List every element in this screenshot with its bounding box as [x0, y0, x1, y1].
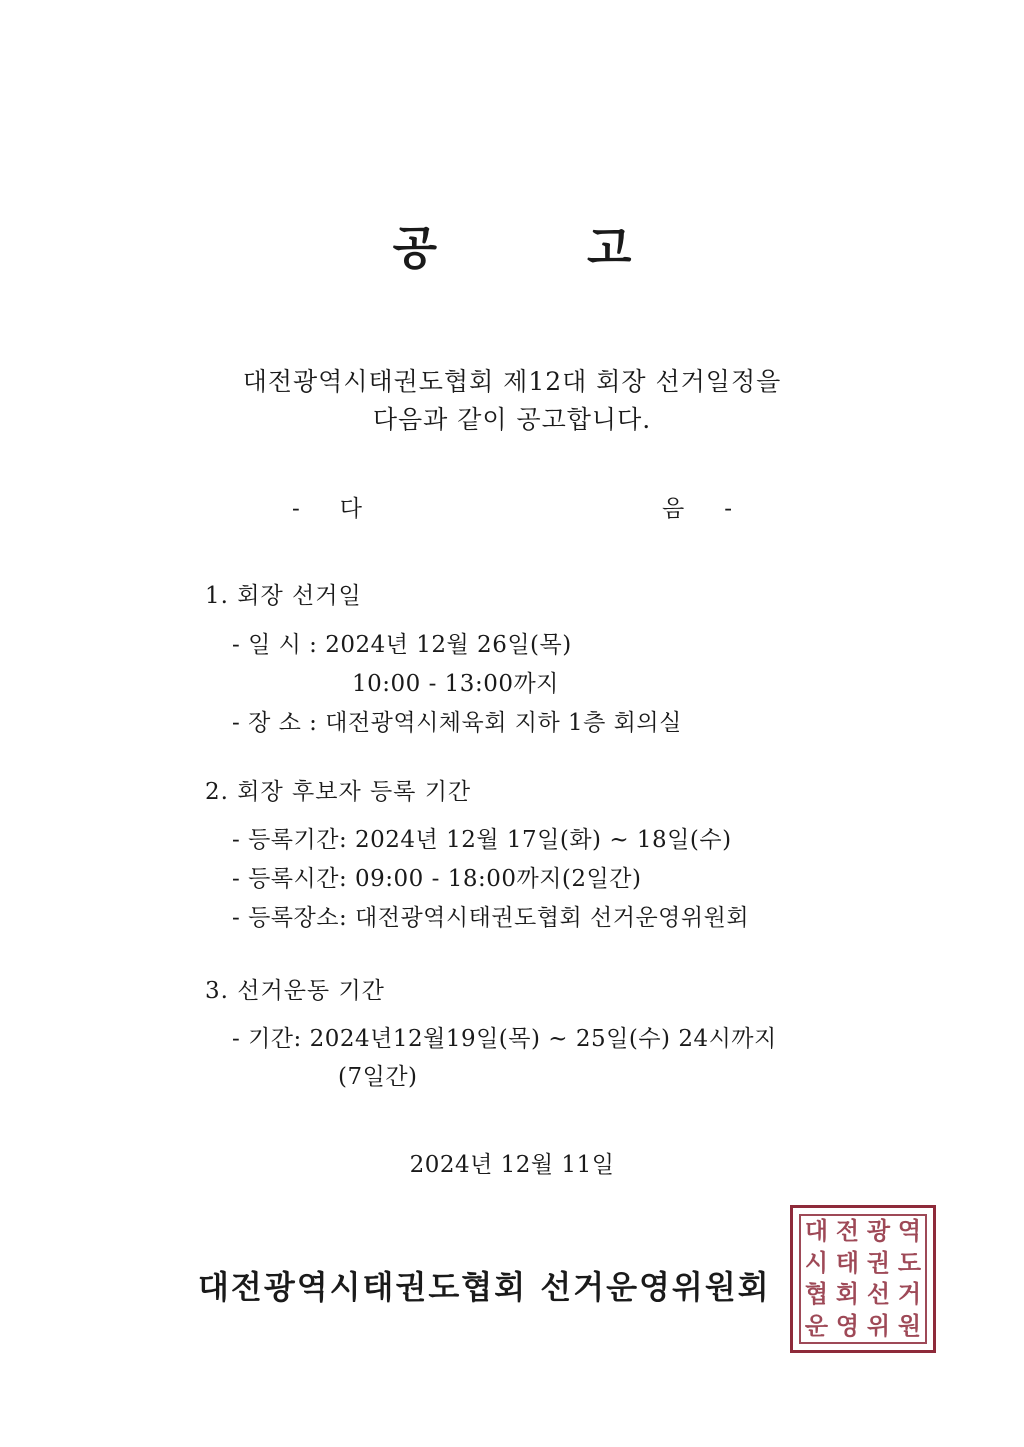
seal-char: 전 [835, 1216, 860, 1245]
dagum-char-1: 다 [339, 496, 362, 522]
seal-char: 선 [866, 1279, 891, 1308]
intro-line-1: 대전광역시태권도협회 제12대 회장 선거일정을 [242, 367, 782, 396]
notice-date: 2024년 12월 11일 [409, 1152, 615, 1178]
intro-line-2: 다음과 같이 공고합니다. [372, 405, 652, 434]
dagum-char-2: 음 [662, 496, 685, 522]
official-seal [790, 1205, 936, 1353]
seal-char: 권 [866, 1247, 891, 1277]
section-2-time: - 등록시간: 09:00 - 18:00까지(2일간) [232, 866, 642, 892]
section-3-period: - 기간: 2024년12월19일(목) ~ 25일(수) 24시까지 [232, 1026, 777, 1052]
section-2-period: - 등록기간: 2024년 12월 17일(화) ~ 18일(수) [232, 827, 732, 853]
section-1-place: - 장 소 : 대전광역시체육회 지하 1층 회의실 [232, 710, 682, 736]
dagum-dash-right: - [724, 496, 732, 522]
seal-char: 도 [897, 1247, 922, 1277]
organization-name: 대전광역시태권도협회 선거운영위원회 [198, 1268, 771, 1306]
section-1-heading: 1. 회장 선거일 [205, 583, 362, 609]
section-3-duration: (7일간) [338, 1064, 418, 1090]
dagum-dash-left: - [292, 496, 300, 522]
document-title [0, 212, 1024, 278]
dagum-heading [0, 490, 1024, 523]
section-1-time: 10:00 - 13:00까지 [352, 671, 559, 697]
seal-char: 역 [897, 1216, 922, 1245]
seal-char: 회 [835, 1279, 860, 1308]
seal-char: 대 [804, 1216, 829, 1245]
seal-char: 원 [897, 1310, 922, 1340]
section-2-place: - 등록장소: 대전광역시태권도협회 선거운영위원회 [232, 905, 750, 931]
section-3-heading: 3. 선거운동 기간 [205, 978, 385, 1004]
seal-char: 시 [804, 1247, 829, 1277]
section-2-heading: 2. 회장 후보자 등록 기간 [205, 779, 472, 805]
title-char-1: 공 [392, 221, 437, 275]
seal-grid [799, 1214, 927, 1344]
seal-char: 거 [897, 1279, 922, 1308]
seal-char: 협 [804, 1279, 829, 1308]
title-char-2: 고 [587, 221, 632, 275]
seal-char: 태 [835, 1247, 860, 1277]
seal-char: 운 [804, 1310, 829, 1340]
seal-char: 위 [866, 1310, 891, 1340]
section-1-date: - 일 시 : 2024년 12월 26일(목) [232, 632, 572, 658]
seal-char: 광 [866, 1216, 891, 1245]
seal-char: 영 [835, 1310, 860, 1340]
